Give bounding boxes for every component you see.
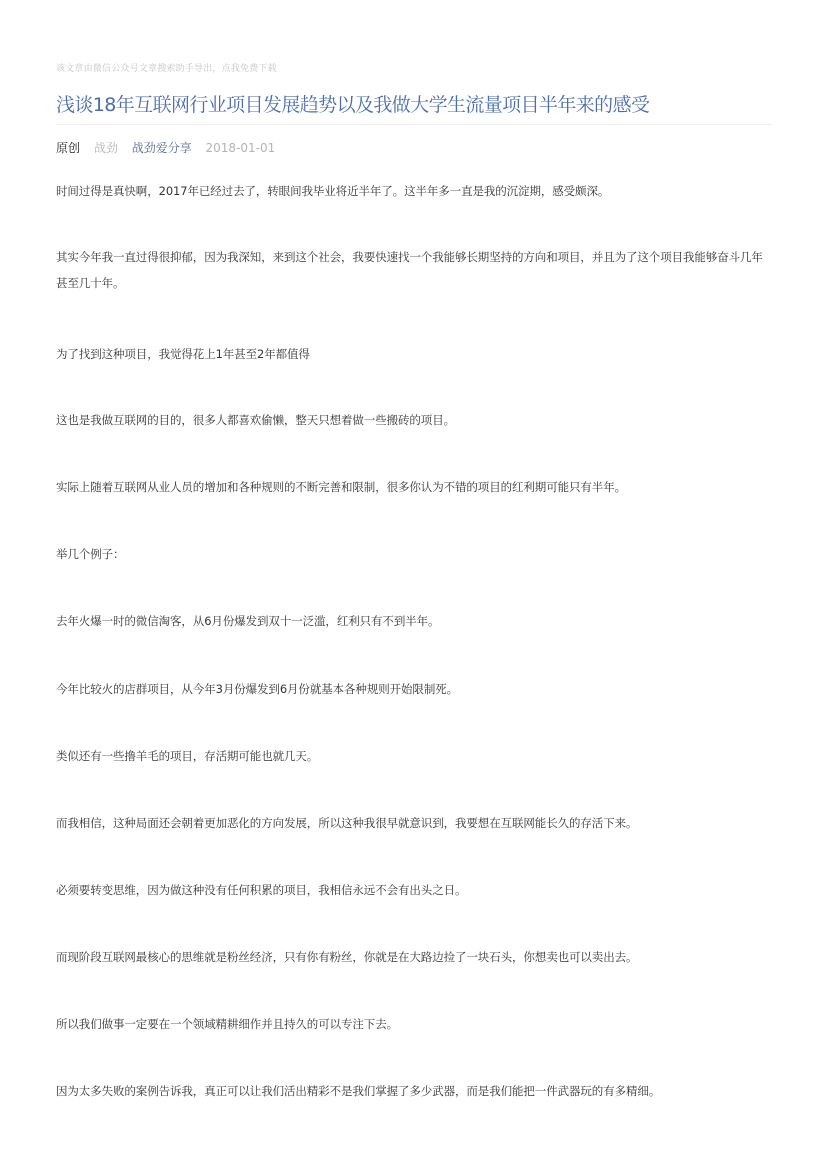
paragraph: 类似还有一些撸羊毛的项目，存活期可能也就几天。 [56,749,319,763]
paragraph: 实际上随着互联网从业人员的增加和各种规则的不断完善和限制，很多你认为不错的项目的红利期可能只有半年。 [56,480,626,494]
account-name-link[interactable]: 战劲爱分享 [131,141,192,155]
paragraph: 其实今年我一直过得很抑郁，因为我深知，来到这个社会，我要快速找一个我能够长期坚持的方向和项目，并且为了这个项目我能够奋斗几年甚至几十年。 [56,250,763,290]
title-divider [56,124,772,125]
paragraph: 去年火爆一时的微信淘客，从6月份爆发到双十一泛滥，红利只有不到半年。 [56,614,440,628]
paragraph: 而我相信，这种局面还会朝着更加恶化的方向发展，所以这种我很早就意识到，我要想在互联网能长久的存活下来。 [56,816,638,830]
paragraph: 而现阶段互联网最核心的思维就是粉丝经济，只有你有粉丝，你就是在大路边捡了一块石头，你想卖也可以卖出去。 [56,950,638,964]
paragraph: 这也是我做互联网的目的，很多人都喜欢偷懒，整天只想着做一些搬砖的项目。 [56,413,455,427]
paragraph: 所以我们做事一定要在一个领域精耕细作并且持久的可以专注下去。 [56,1017,398,1031]
article-title: 浅谈18年互联网行业项目发展趋势以及我做大学生流量项目半年来的感受 [56,94,650,116]
paragraph: 因为太多失败的案例告诉我，真正可以让我们活出精彩不是我们掌握了多少武器，而是我们能把一件武器玩的有多精细。 [56,1084,661,1098]
paragraph: 时间过得是真快啊，2017年已经过去了，转眼间我毕业将近半年了。这半年多一直是我的沉淀期，感受颇深。 [56,184,610,198]
paragraph: 必须要转变思维，因为做这种没有任何积累的项目，我相信永远不会有出头之日。 [56,883,467,897]
publish-date: 2018-01-01 [205,141,276,155]
original-label: 原创 [56,141,81,155]
author-name: 战劲 [93,141,118,155]
paragraph: 举几个例子： [56,547,125,561]
export-download-link[interactable]: 该文章由微信公众号文章搜索助手导出，点我免费下载 [56,64,277,74]
paragraph: 为了找到这种项目，我觉得花上1年甚至2年都值得 [56,347,310,361]
article-meta [56,140,285,156]
paragraph: 今年比较火的店群项目，从今年3月份爆发到6月份就基本各种规则开始限制死。 [56,682,459,696]
